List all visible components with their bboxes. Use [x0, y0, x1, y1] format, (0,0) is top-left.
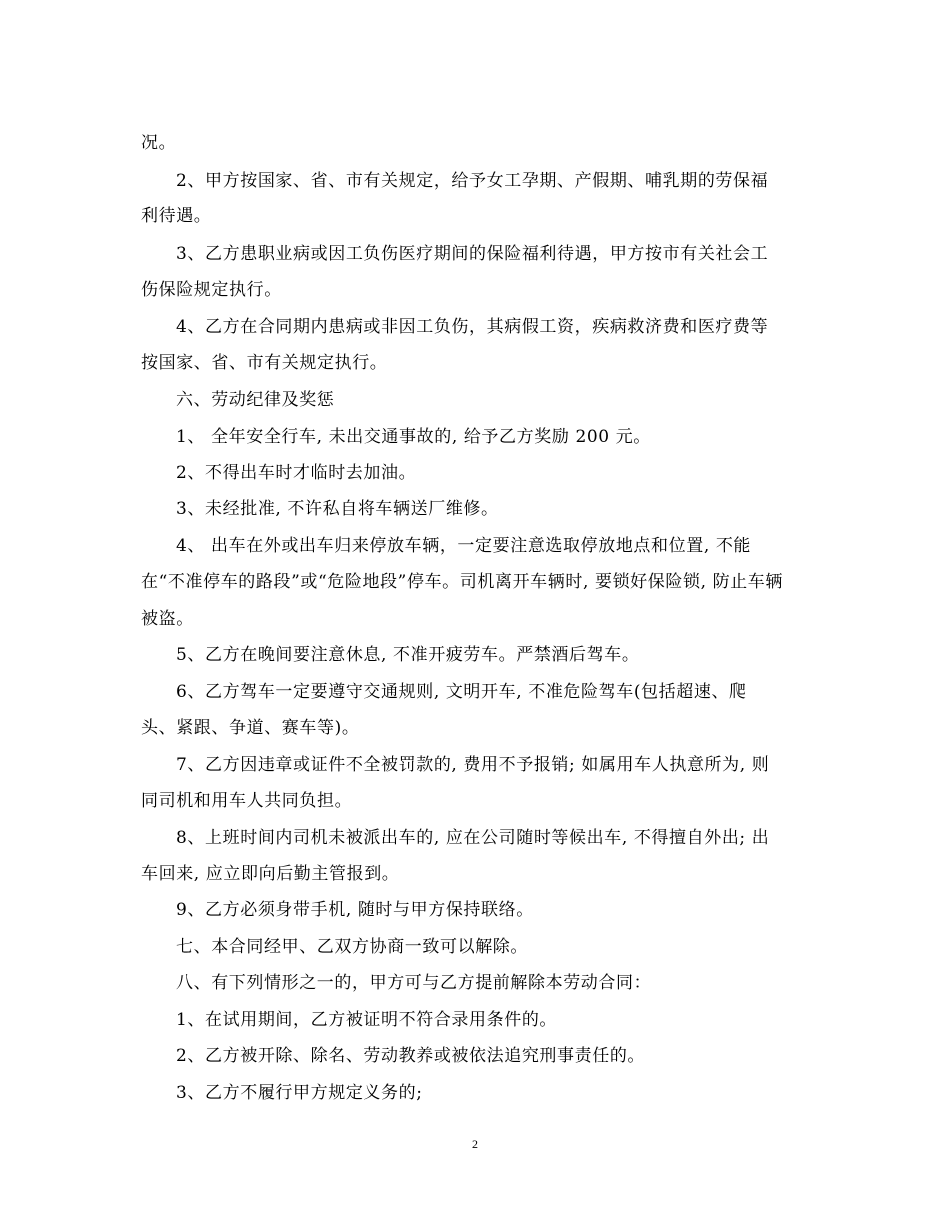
text-line: 6、乙方驾车一定要遵守交通规则, 文明开车, 不准危险驾车(包括超速、爬 [176, 682, 747, 702]
text-line: 9、乙方必须身带手机, 随时与甲方保持联络。 [176, 900, 534, 920]
text-line: 同司机和用车人共同负担。 [141, 791, 353, 811]
section-heading: 八、有下列情形之一的，甲方可与乙方提前解除本劳动合同： [176, 973, 652, 993]
text-line: 1、在试用期间，乙方被证明不符合录用条件的。 [176, 1010, 558, 1030]
text-line: 8、上班时间内司机未被派出车的, 应在公司随时等候出车, 不得擅自外出; 出 [176, 828, 770, 848]
page-number: 2 [472, 1137, 478, 1151]
text-line: 在“不准停车的路段”或“危险地段”停车。司机离开车辆时, 要锁好保险锁, 防止车辆 [141, 572, 783, 592]
text-line: 3、乙方患职业病或因工负伤医疗期间的保险福利待遇，甲方按市有关社会工 [176, 244, 769, 264]
text-line: 2、不得出车时才临时去加油。 [176, 463, 417, 483]
text-line: 按国家、省、市有关规定执行。 [141, 353, 388, 373]
text-line: 2、乙方被开除、除名、劳动教养或被依法追究刑事责任的。 [176, 1046, 646, 1066]
text-line: 伤保险规定执行。 [141, 280, 282, 300]
text-line: 头、紧跟、争道、赛车等)。 [141, 718, 360, 738]
section-heading: 七、本合同经甲、乙双方协商一致可以解除。 [176, 937, 528, 957]
section-heading: 六、劳动纪律及奖惩 [176, 390, 335, 410]
text-line: 3、未经批准, 不许私自将车辆送厂维修。 [176, 499, 499, 519]
text-line: 被盗。 [141, 609, 194, 629]
text-line: 3、乙方不履行甲方规定义务的; [176, 1083, 423, 1103]
text-line: 1、 全年安全行车, 未出交通事故的, 给予乙方奖励 200 元。 [176, 427, 651, 447]
text-line: 2、甲方按国家、省、市有关规定，给予女工孕期、产假期、哺乳期的劳保福 [176, 171, 769, 191]
text-line: 5、乙方在晚间要注意休息, 不准开疲劳车。严禁酒后驾车。 [176, 645, 640, 665]
text-line: 况。 [141, 133, 177, 153]
text-line: 4、 出车在外或出车归来停放车辆，一定要注意选取停放地点和位置, 不能 [176, 536, 752, 556]
text-line: 车回来, 应立即向后勤主管报到。 [141, 864, 400, 884]
text-line: 4、乙方在合同期内患病或非因工负伤，其病假工资，疾病救济费和医疗费等 [176, 317, 769, 337]
text-line: 利待遇。 [141, 206, 212, 226]
text-line: 7、乙方因违章或证件不全被罚款的, 费用不予报销; 如属用车人执意所为, 则 [176, 755, 770, 775]
